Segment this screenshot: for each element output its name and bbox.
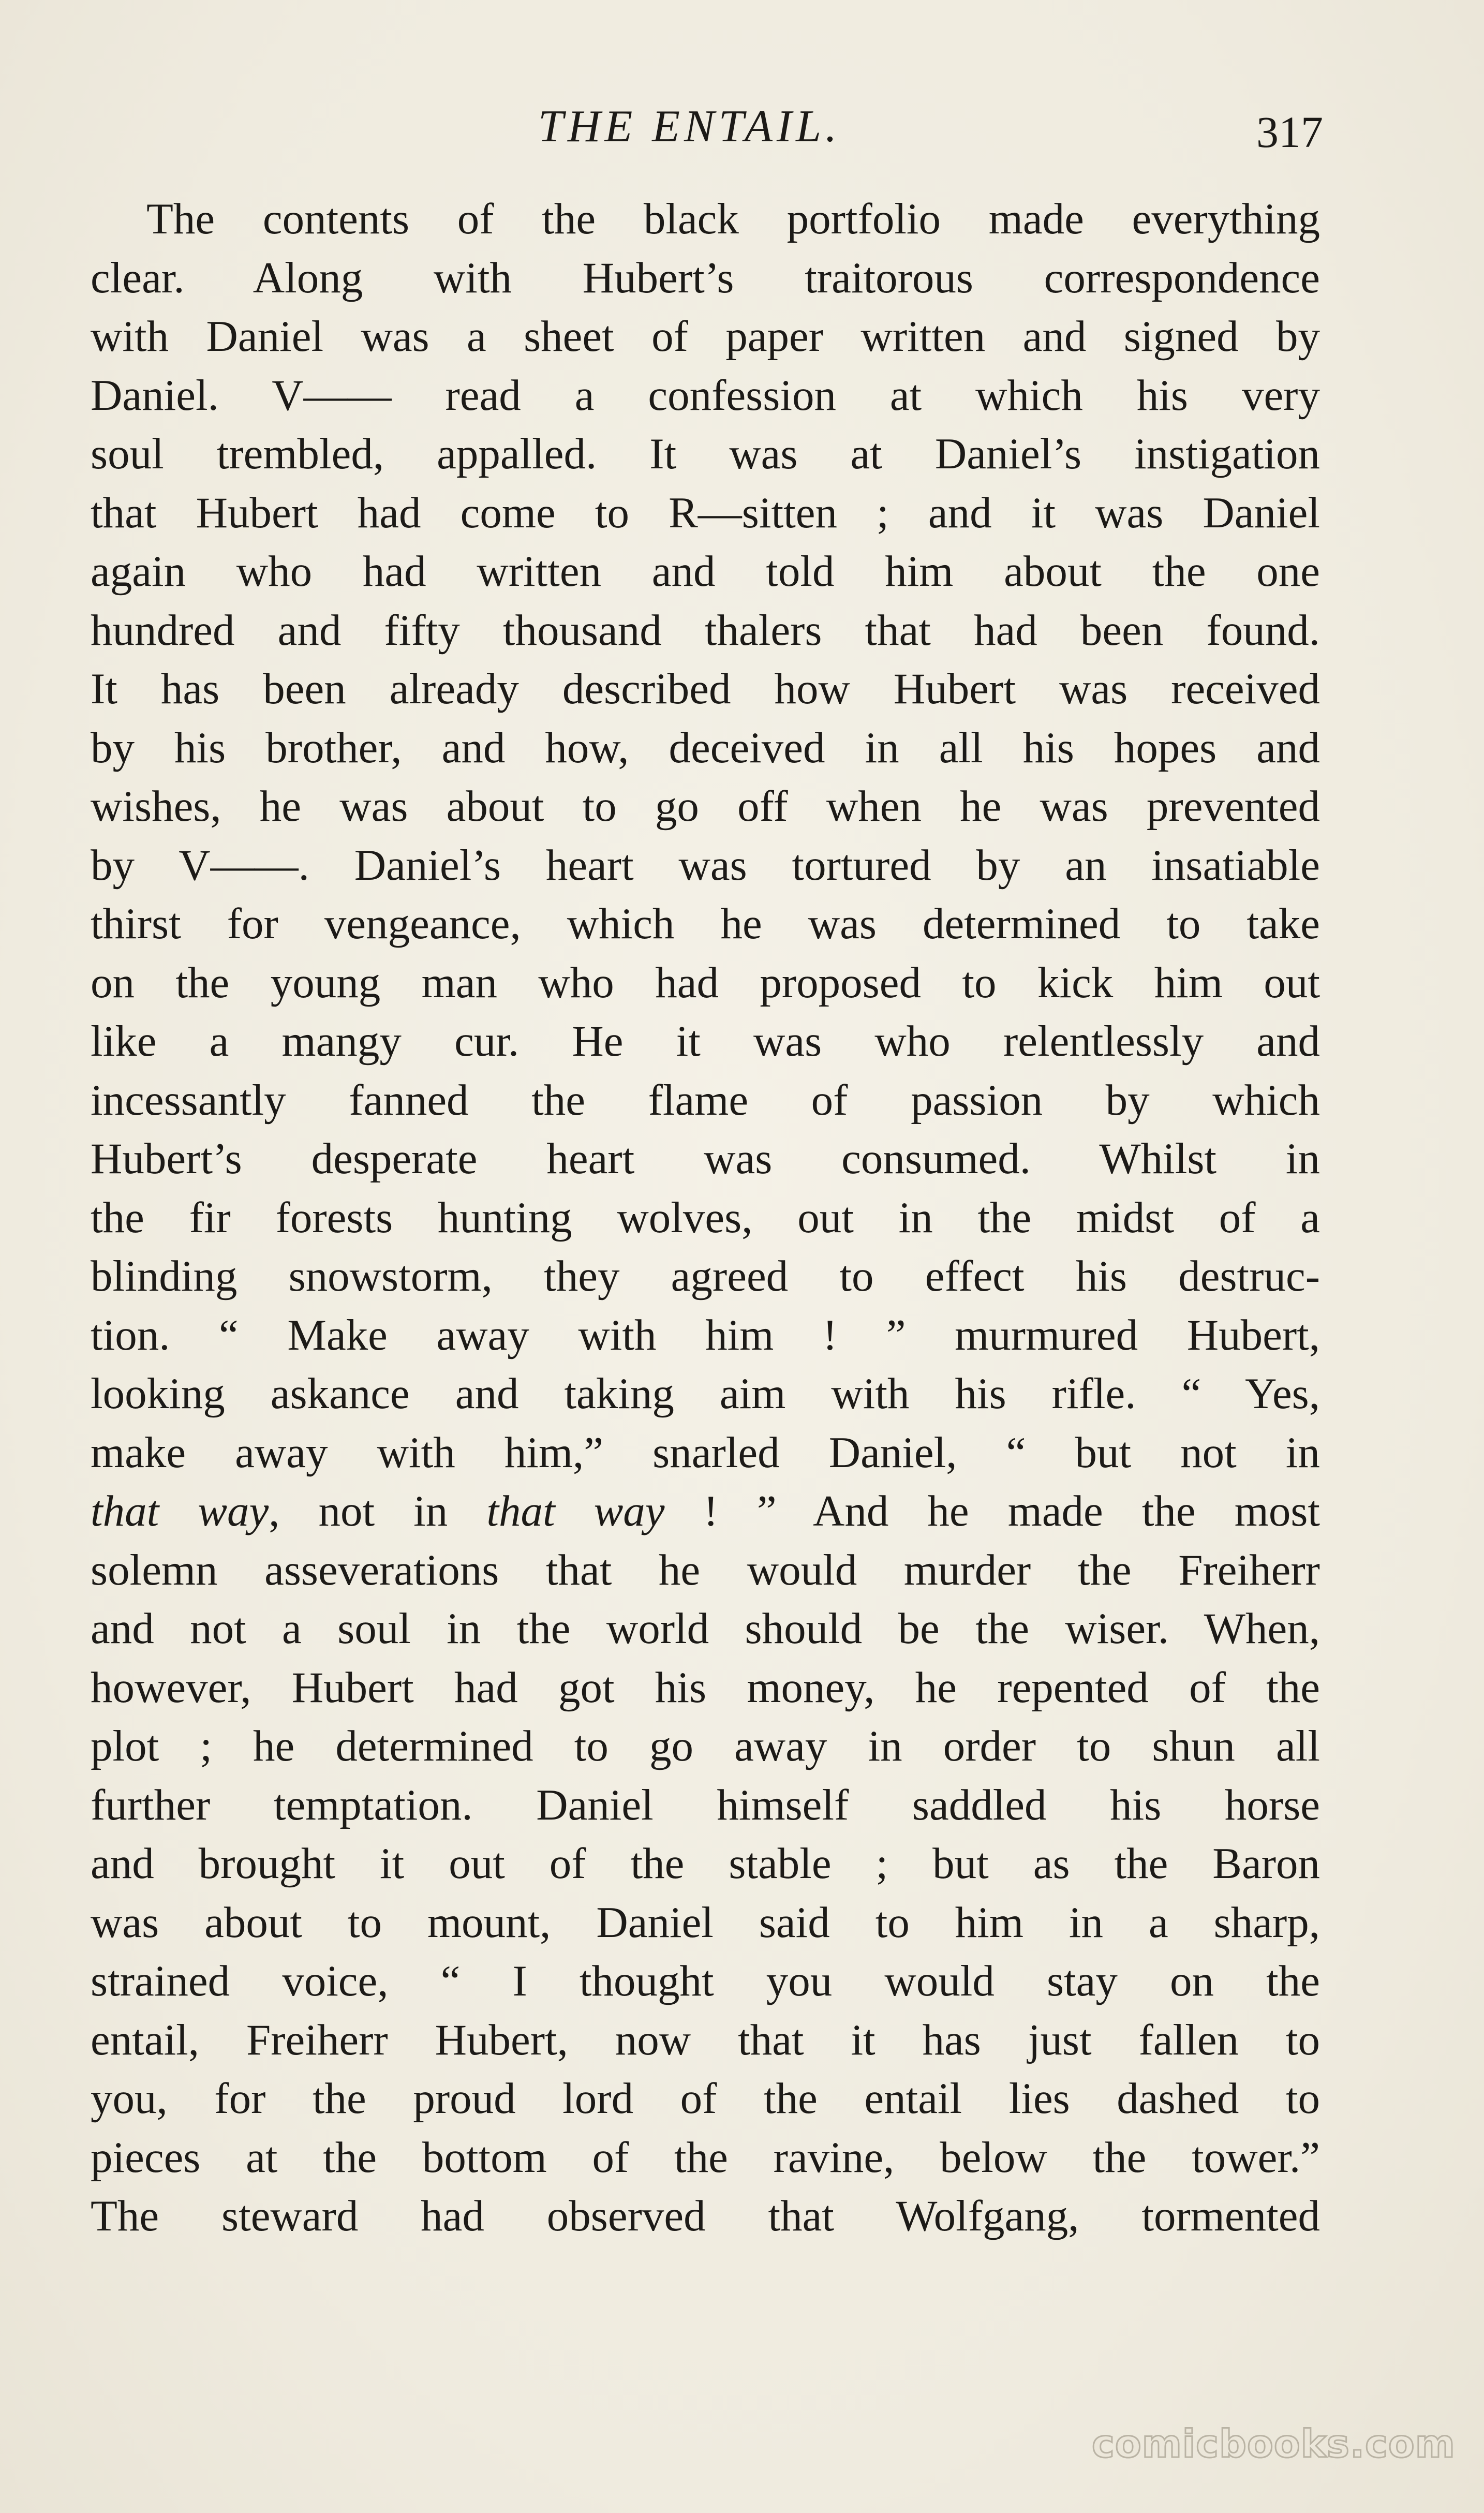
text-line: further temptation. Daniel himself saddled his horse [91, 1780, 1320, 1829]
text-line: The steward had observed that Wolfgang, tormented [91, 2192, 1320, 2240]
text-line: with Daniel was a sheet of paper written and signed by [91, 312, 1320, 361]
text-line: incessantly fanned the flame of passion by which [91, 1075, 1320, 1125]
body-text [91, 190, 1320, 2246]
text-line: plot ; he determined to go away in order to shun all [91, 1722, 1320, 1770]
text-line: and brought it out of the stable ; but as the Baron [91, 1839, 1320, 1888]
text-line: clear. Along with Hubert’s traitorous correspondence [91, 253, 1320, 302]
text-line: by V——. Daniel’s heart was tortured by an insatiable [91, 840, 1320, 890]
text-line: pieces at the bottom of the ravine, below the tower.” [91, 2133, 1320, 2182]
text-line: make away with him,” snarled Daniel, “ but not in [91, 1428, 1320, 1477]
text-line: by his brother, and how, deceived in all his hopes and [91, 723, 1320, 772]
text-line: solemn asseverations that he would murder the Freiherr [91, 1545, 1320, 1594]
text-line: like a mangy cur. He it was who relentlessly and [91, 1017, 1320, 1066]
text-line: that Hubert had come to R—sitten ; and it was Daniel [91, 488, 1320, 537]
text-line: looking askance and taking aim with his rifle. “ Yes, [91, 1369, 1320, 1418]
text-line: strained voice, “ I thought you would stay on the [91, 1957, 1320, 2005]
text-line: you, for the proud lord of the entail lies dashed to [91, 2074, 1320, 2123]
text-line: the fir forests hunting wolves, out in the midst of a [91, 1193, 1320, 1242]
text-line: on the young man who had proposed to kick him out [91, 958, 1320, 1007]
text-line: The contents of the black portfolio made everything [146, 195, 1320, 243]
text-line: however, Hubert had got his money, he repented of the [91, 1663, 1320, 1712]
text-line: Hubert’s desperate heart was consumed. Whilst in [91, 1134, 1320, 1183]
text-line: thirst for vengeance, which he was determined to take [91, 899, 1320, 948]
text-line: It has been already described how Hubert was received [91, 664, 1320, 713]
running-title: THE ENTAIL. [538, 101, 841, 152]
text-line: wishes, he was about to go off when he was prevented [91, 782, 1320, 831]
text-line: and not a soul in the world should be the wiser. When, [91, 1604, 1320, 1653]
text-line: tion. “ Make away with him ! ” murmured Hubert, [91, 1310, 1320, 1359]
text-line: Daniel. V—— read a confession at which his very [91, 371, 1320, 420]
page-number: 317 [1256, 107, 1323, 157]
text-line: soul trembled, appalled. It was at Daniel’s instigation [91, 430, 1320, 478]
text-line: hundred and fifty thousand thalers that had been found. [91, 605, 1320, 655]
running-head [0, 98, 1484, 155]
watermark: comicbooks.com [1092, 2422, 1456, 2466]
text-line: again who had written and told him about the one [91, 547, 1320, 596]
text-line-italic: that way, not in that way ! ” And he made the most [91, 1487, 1320, 1535]
text-line: entail, Freiherr Hubert, now that it has just fallen to [91, 2015, 1320, 2064]
text-line: blinding snowstorm, they agreed to effect his destruc- [91, 1252, 1320, 1300]
text-line: was about to mount, Daniel said to him in a sharp, [91, 1898, 1320, 1947]
